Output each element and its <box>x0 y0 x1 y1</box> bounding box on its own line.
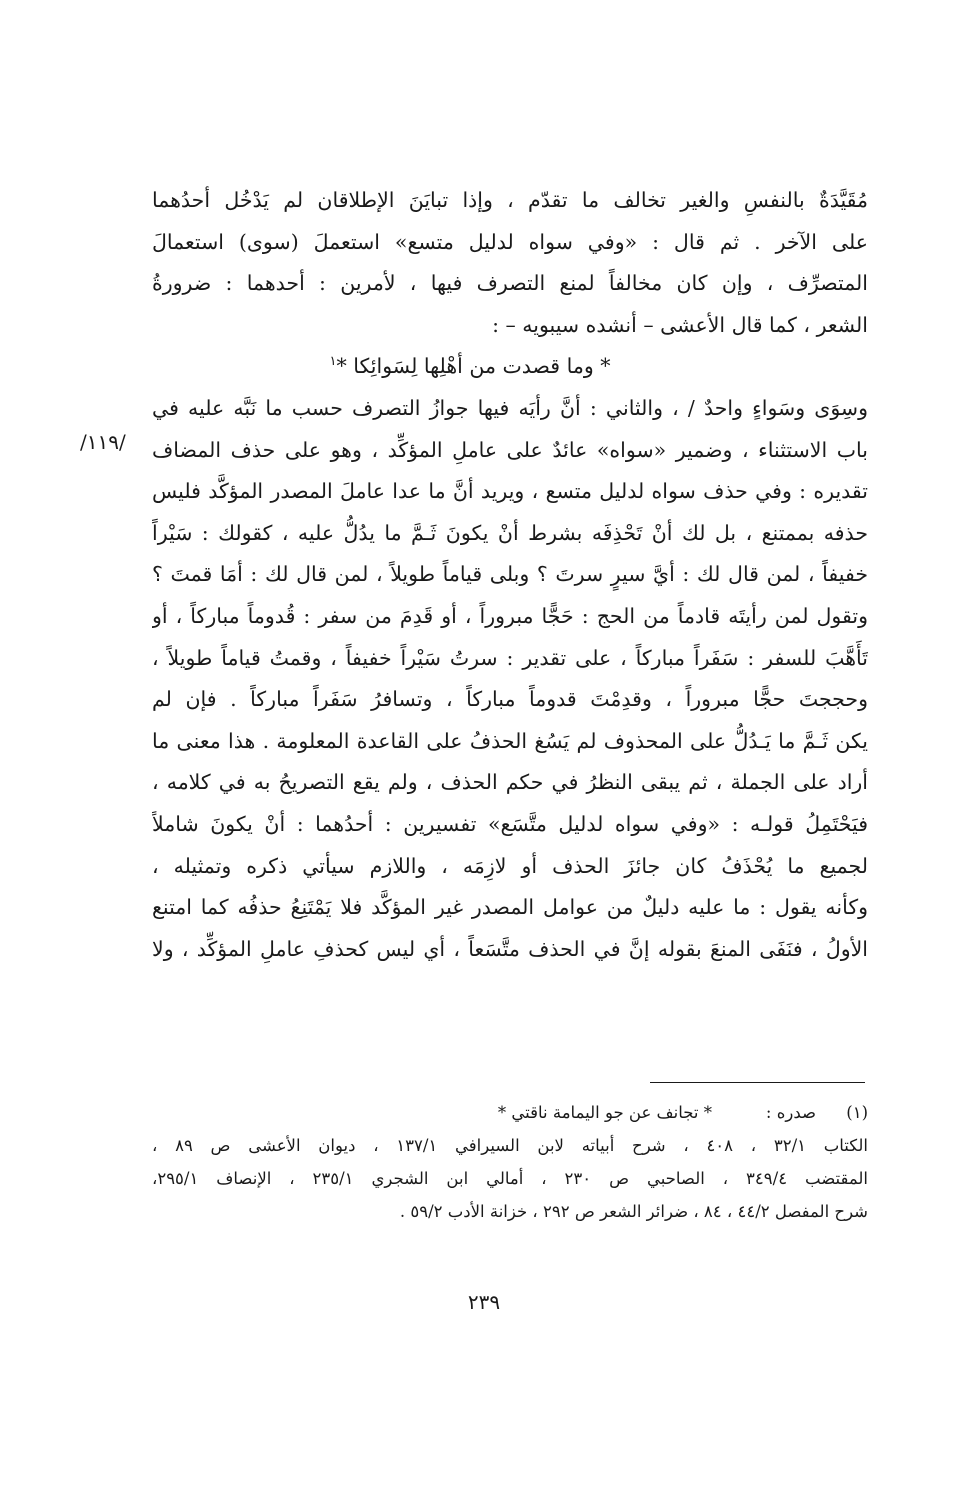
page-number: ٢٣٩ <box>467 1290 501 1314</box>
text-line: يكن ثَـمَّ ما يَـدُلُّ على المحذوف لم يَسُغ الحذفُ على القاعدة المعلومة . هذا معنى ما <box>152 728 868 753</box>
text-line: مُقَيَّدَةٌ بالنفسِ والغير تخالف ما تقدّم ، وإذا تبايَنَ الإطلاقان لم يَدْخُل أحدُهما <box>152 188 868 212</box>
text-line: حذفه بممتنع ، بل لك أنْ تَحْذِفَه بشرط أنْ يكونَ ثَـمَّ ما يدُلُّ عليه ، كقولك : سَيْراً <box>152 520 868 545</box>
text-line: وسِوَى وسَواءٍ واحدٌ / ، والثاني : أنَّ رأيَه فيها جوازُ التصرف حسب ما نَبَّه عليه في <box>152 395 868 420</box>
text-line: تَأَهَّبَ للسفر : سَفَراً مباركاً ، على تقدير : سرتُ سَيْراً خفيفاً ، وقمتُ قياماً طويلاً ، <box>152 645 868 670</box>
footnote-line: شرح المفصل ٤٤/٢ ، ٨٤ ، ضرائر الشعر ص ٢٩٢ ، خزانة الأدب ٥٩/٢ . <box>399 1202 868 1221</box>
text-line: على الآخر . ثم قال : «وفي سواه لدليل متسع» استعملَ (سوى) استعمالَ <box>152 229 868 254</box>
text-line: أراد على الجملة ، ثم يبقى النظرُ في حكم الحذف ، ولم يقع التصريحُ به في كلامه ، <box>152 770 868 795</box>
text-line: باب الاستثناء ، وضمير «سواه» عائدٌ على عاملِ المؤكِّد ، وهو على حذف المضاف <box>152 437 868 462</box>
text-line: الشعر ، كما قال الأعشى – أنشده سيبويه – : <box>492 312 868 337</box>
text-line: المتصرِّف ، وإن كان مخالفاً لمنع التصرف فيها ، لأمرين : أحدهما : ضرورةُ <box>152 271 868 296</box>
text-line: وتقول لمن رأيتَه قادماً من الحج : حَجًّا مبروراً ، أو قَدِمَ من سفر : قُدوماً مباركاً ، أو <box>152 603 868 628</box>
footnote-number: (١) <box>846 1103 868 1122</box>
manuscript-folio-reference: /١١٩/ <box>80 430 126 454</box>
footnote-separator <box>650 1082 865 1083</box>
verse-text: * وما قصدت من أهْلِها لِسَوائِكا * <box>336 354 611 379</box>
text-line: لجميع ما يُحْذَفُ كان جائزَ الحذف أو لازِمَه ، واللازم سيأتي ذكره وتمثيله ، <box>152 853 868 878</box>
main-text <box>152 180 868 970</box>
footnotes <box>152 1096 868 1228</box>
text-line: الأولُ ، فنَفَى المنعَ بقوله إنَّ في الحذف متَّسَعاً ، أي ليس كحذفِ عاملِ المؤكِّد ، ولا <box>152 936 868 961</box>
footnote-hemistich: * تجانف عن جو اليمامة ناقتي * <box>497 1103 712 1122</box>
text-line: فيَحْتَمِلُ قولـه : «وفي سواه لدليل متَّسَع» تفسيرين : أحدُهما : أنْ يكونَ شاملاً <box>152 811 868 836</box>
text-line: تقديره : وفي حذف سواه لدليل متسع ، ويريد أنَّ ما عدا عاملَ المصدر المؤكَّد فليس <box>152 479 868 504</box>
text-line: وحججتَ حجًّا مبروراً ، وقدِمْتَ قدوماً مباركاً ، وتسافرُ سَفَراً مباركاً . فإن لم <box>152 687 868 712</box>
poetry-verse <box>152 346 868 388</box>
text-line: وكأنه يقول : ما عليه دليلٌ من عوامل المصدر غير المؤكَّد فلا يَمْتَنِعُ حذفُه كما امتنع <box>152 895 868 920</box>
footnote-line: المقتضب ٣٤٩/٤ ، الصاحبي ص ٢٣٠ ، أمالي ابن الشجري ٢٣٥/١ ، الإنصاف ٢٩٥/١، <box>152 1169 868 1188</box>
footnote-marker: ١ <box>329 354 337 370</box>
footnote-header <box>152 1096 868 1129</box>
text-line: خفيفاً ، لمن قال لك : أيَّ سيرٍ سرتَ ؟ وبلى قياماً طويلاً ، لمن قال لك : أمَا قمتَ ؟ <box>152 562 868 587</box>
footnote-label: صدره : <box>765 1103 816 1122</box>
footnote-line: الكتاب ٣٢/١ ، ٤٠٨ ، شرح أبياته لابن السيرافي ١٣٧/١ ، ديوان الأعشى ص ٨٩ ، <box>152 1136 868 1155</box>
